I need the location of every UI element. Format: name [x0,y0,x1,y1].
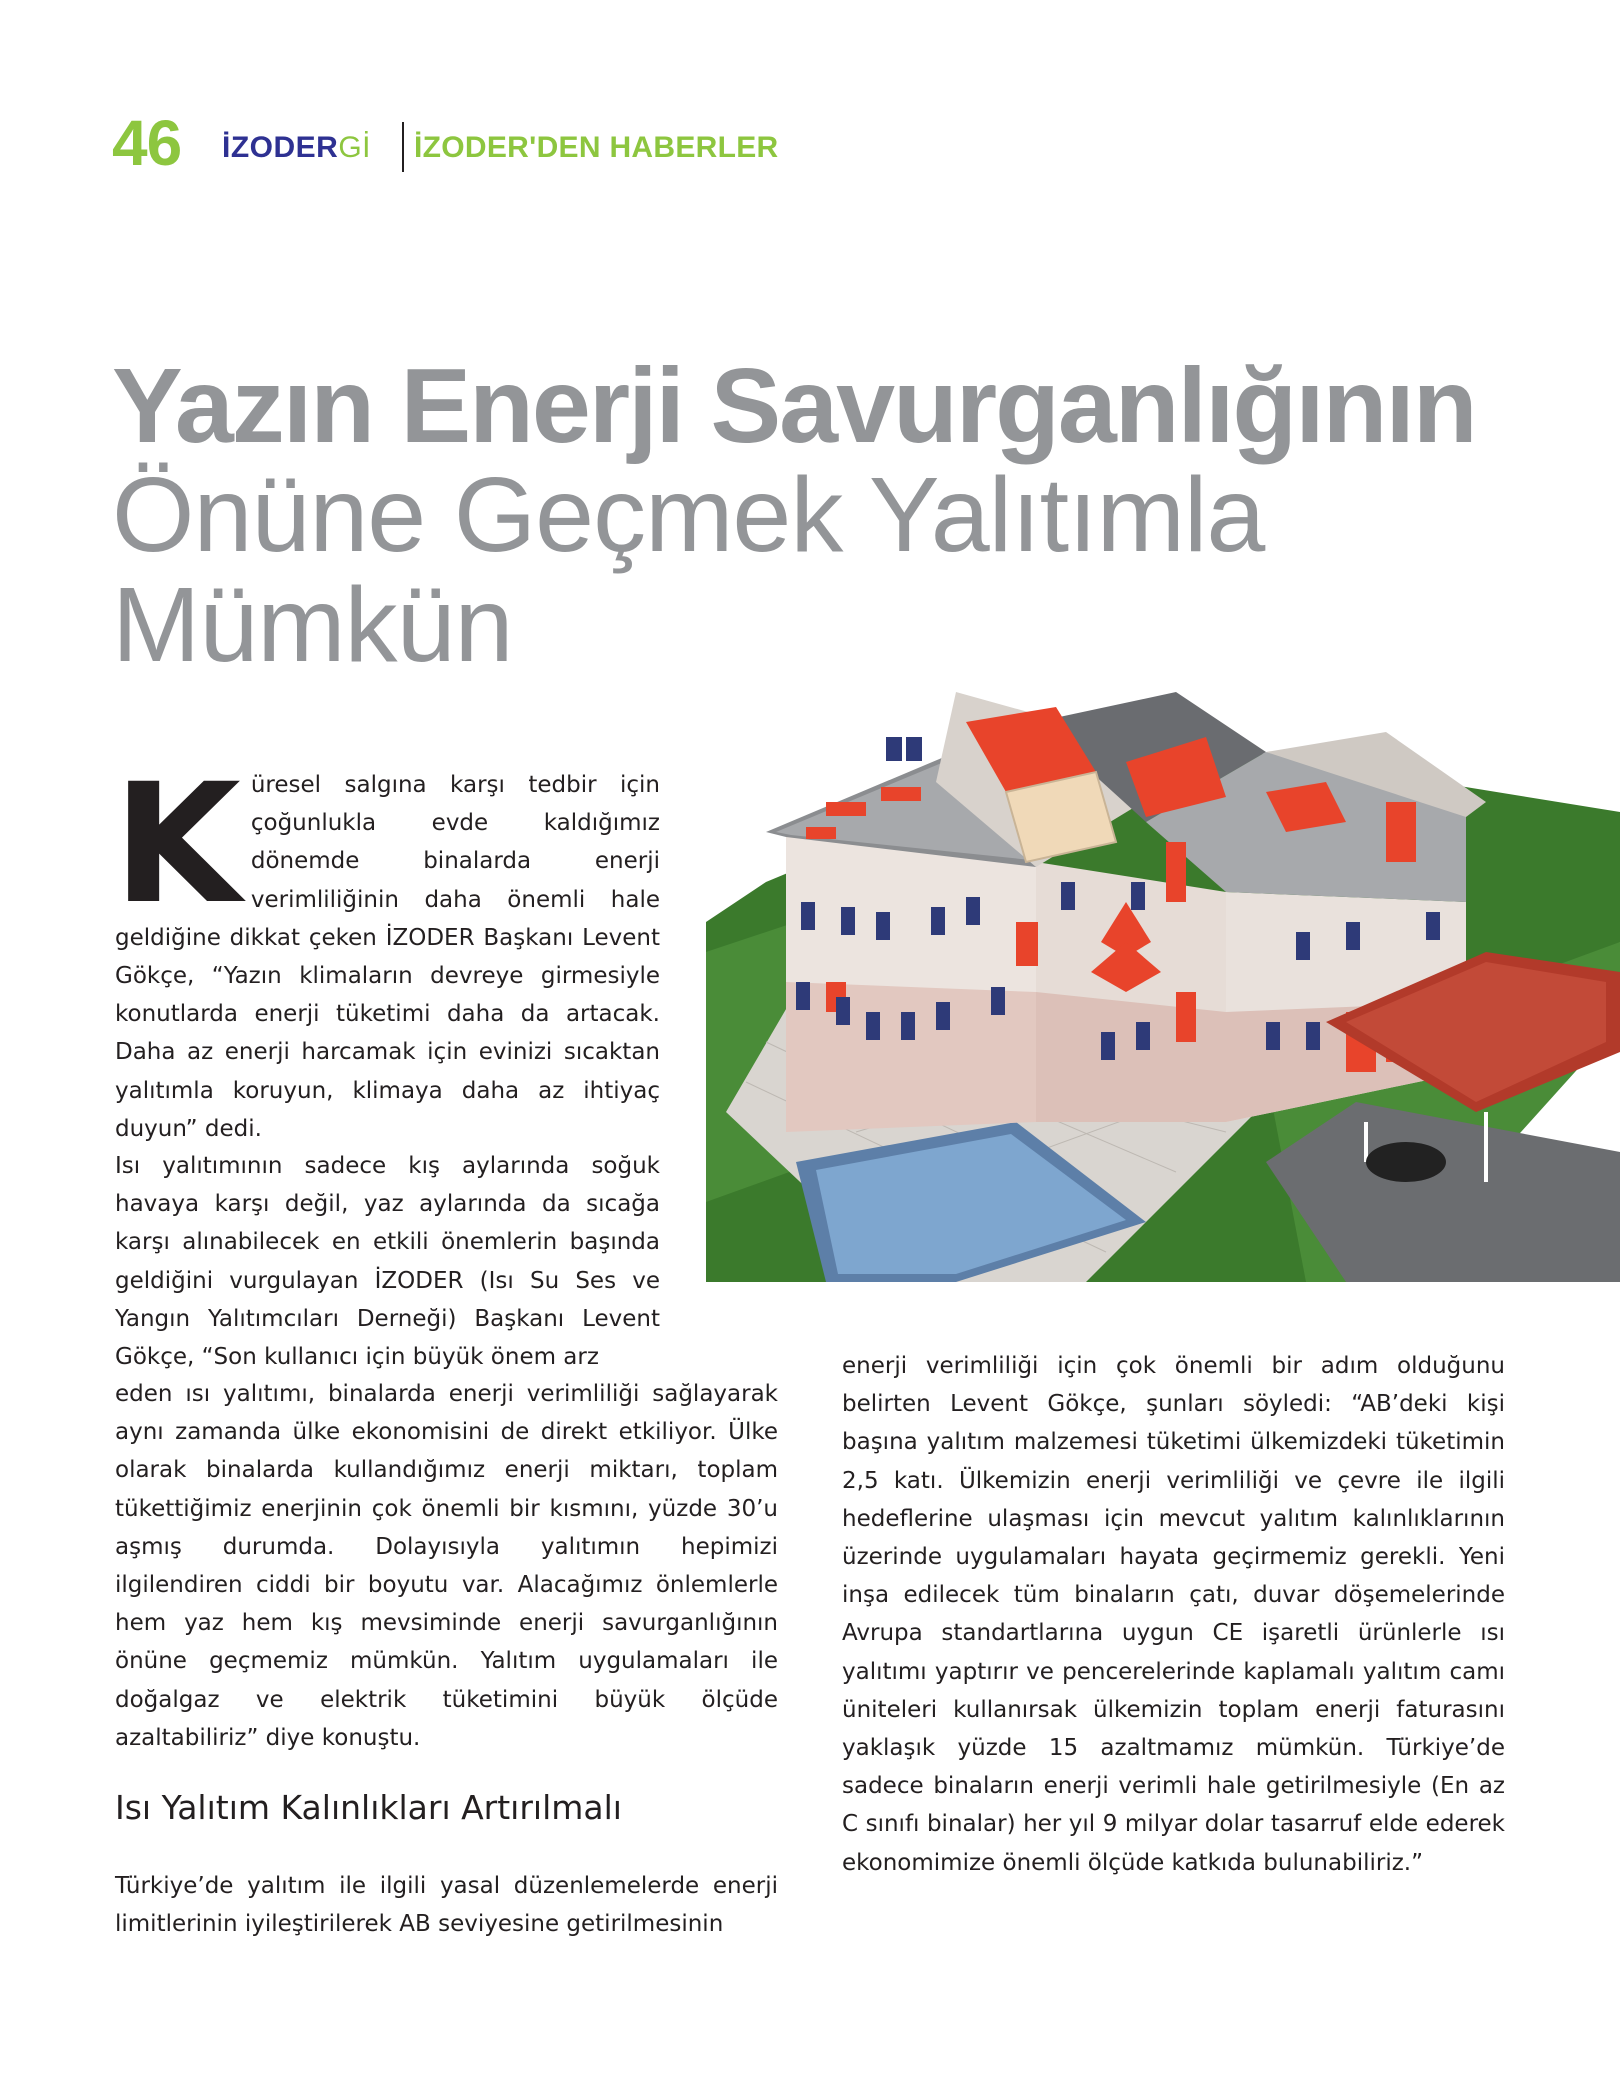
page-number: 46 [112,107,182,179]
title-line-3: Mümkün [112,566,513,684]
title-line-1: Yazın Enerji Savurganlığının [112,347,1476,465]
section-name: İZODER'DEN HABERLER [414,131,779,164]
logo-suffix: Gİ [338,131,372,164]
subheading: Isı Yalıtım Kalınlıkları Artırılmalı [115,1788,622,1827]
title-line-2: Önüne Geçmek Yalıtımla [112,456,1265,574]
header-divider [402,122,404,172]
paragraph-3: Türkiye’de yalıtım ile ilgili yasal düzenlemelerde enerji limitlerinin iyileştirilerek AB seviyesine getirilmesinin [115,1873,778,1938]
column-2-text: enerji verimliliği için çok önemli bir adım olduğunu belirten Levent Gökçe, şunları söyledi: “AB’deki kişi başına yalıtım malzemesi tüketimi ülkemizdeki tüketimin 2,5 katı. Ülkemizin enerji verimliliği ve çevre ile ilgili hedeflerine ulaşması için mevcut yalıtım kalınlıklarının üzerinde uygulamaları hayata geçirmemiz gerekli. Yeni inşa edilecek tüm binaların çatı, duvar döşemelerinde Avrupa standartlarına uygun CE işaretli ürünlerle ısı yalıtımı yaptırır ve pencerelerinde kaplamalı yalıtım camı üniteleri kullanırsak ülkemizin toplam enerji faturasını yaklaşık yüzde 15 azaltmamız mümkün. Türkiye’de sadece binaların enerji verimli hale getirilmesiyle (En az C sınıfı binalar) her yıl 9 milyar dolar tasarruf elde ederek ekonomimize önemli ölçüde katkıda bulunabiliriz.” [842,1353,1505,1876]
intro-text: üresel salgına karşı tedbir için çoğunlukla evde kaldığımız dönemde binalarda enerji verimliliğinin daha önemli hale geldiğine dikkat çeken İZODER Başkanı Levent Gökçe, “Yazın klimaların devreye girmesiyle konutlarda enerji tüketimi daha da artacak. Daha az enerji harcamak için evinizi sıcaktan yalıtımla koruyun, klimaya daha az ihtiyaç duyun” dedi. [115,772,660,1142]
drop-cap: K [113,748,241,940]
article-title [112,347,1476,684]
page-header [112,108,1012,178]
house-insulation-illustration [706,692,1620,1282]
paragraph-2-narrow: Isı yalıtımının sadece kış aylarında soğuk havaya karşı değil, yaz aylarında da sıcağa karşı alınabilecek en etkili önemlerin başında geldiğini vurgulayan İZODER (Isı Su Ses ve Yangın Yalıtımcıları Derneği) Başkanı Levent Gökçe, “Son kullanıcı için büyük önem arz [115,1153,660,1371]
magazine-logo [222,130,371,166]
article-intro [113,748,660,1148]
logo-main: İZODER [222,131,339,164]
paragraph-2-wide: eden ısı yalıtımı, binalarda enerji verimliliği sağlayarak aynı zamanda ülke ekonomisini de direkt etkiliyor. Ülke olarak binalarda kullandığımız enerji miktarı, toplam tükettiğimiz enerjinin çok önemli bir kısmını, yüzde 30’u aşmış durumda. Dolayısıyla yalıtımın hepimizi ilgilendiren ciddi bir boyutu var. Alacağımız önlemlerle hem yaz hem kış mevsiminde enerji savurganlığının önüne geçmemiz mümkün. Yalıtım uygulamaları ile doğalgaz ve elektrik tüketimini büyük ölçüde azaltabiliriz” diye konuştu. [115,1381,778,1751]
